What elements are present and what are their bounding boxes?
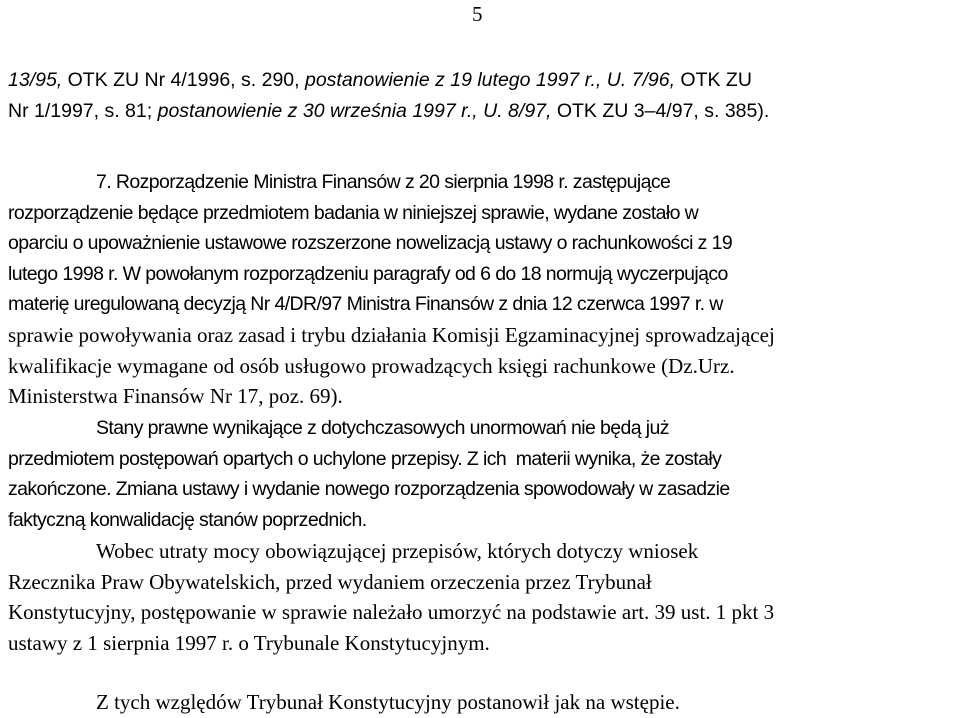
citation-fragment: postanowienie z 19 lutego 1997 r., U. 7/96,: [304, 69, 676, 91]
closing-statement: [8, 687, 958, 718]
text-line: Ministerstwa Finansów Nr 17, poz. 69).: [8, 384, 343, 408]
page-number: 5: [472, 2, 483, 26]
citation-fragment: postanowienie z 30 września 1997 r., U. 8/97,: [157, 99, 552, 122]
text-line: Rzecznika Praw Obywatelskich, przed wydaniem orzeczenia przez Trybunał: [8, 569, 652, 594]
text-line: kwalifikacje wymagane od osób usługowo prowadzących księgi rachunkowe (Dz.Urz.: [8, 353, 735, 378]
citation-fragment: Nr 1/1997, s. 81;: [8, 99, 158, 122]
citation-fragment: OTK ZU Nr 4/1996, s. 290,: [62, 69, 305, 91]
citation-fragment: OTK ZU: [675, 69, 752, 91]
text-line: Stany prawne wynikające z dotychczasowych unormowań nie będą już: [96, 417, 669, 439]
section-7-continuation: [8, 320, 958, 412]
text-line: Konstytucyjny, postępowanie w sprawie należało umorzyć na podstawie art. 39 ust. 1 pkt 3: [8, 600, 775, 624]
text-line: materię uregulowaną decyzją Nr 4/DR/97 Ministra Finansów z dnia 12 czerwca 1997 r. w: [8, 293, 723, 315]
text-line: zakończone. Zmiana ustawy i wydanie nowego rozporządzenia spowodowały w zasadzie: [8, 478, 730, 500]
paragraph-wobec: [8, 536, 958, 658]
text-line: sprawie powoływania oraz zasad i trybu działania Komisji Egzaminacyjnej sprowadzającej: [8, 323, 775, 347]
text-line: ustawy z 1 sierpnia 1997 r. o Trybunale Konstytucyjnym.: [8, 630, 490, 655]
paragraph-stany: [8, 413, 958, 535]
text-line: oparciu o upoważnienie ustawowe rozszerzone nowelizacją ustawy o rachunkowości z 19: [8, 232, 733, 254]
text-line: rozporządzenie będące przedmiotem badania w niniejszej sprawie, wydane zostało w: [8, 201, 699, 224]
citation-fragment: OTK ZU 3–4/97, s. 385).: [551, 99, 770, 122]
text-line: przedmiotem postępowań opartych o uchylone przepisy. Z ich materii wynika, że zostały: [8, 447, 722, 470]
citation-block: [8, 65, 958, 126]
text-line: Z tych względów Trybunał Konstytucyjny postanowił jak na wstępie.: [96, 690, 680, 714]
text-line: lutego 1998 r. W powołanym rozporządzeniu paragrafy od 6 do 18 normują wyczerpująco: [8, 262, 728, 285]
text-line: faktyczną konwalidację stanów poprzednich.: [8, 508, 367, 531]
citation-line: [8, 65, 958, 96]
text-line: 7. Rozporządzenie Ministra Finansów z 20 sierpnia 1998 r. zastępujące: [96, 171, 671, 193]
citation-line: [8, 96, 958, 127]
text-line: Wobec utraty mocy obowiązującej przepisów, których dotyczy wniosek: [96, 539, 699, 563]
citation-fragment: 13/95,: [8, 69, 63, 91]
section-7: [8, 167, 958, 320]
